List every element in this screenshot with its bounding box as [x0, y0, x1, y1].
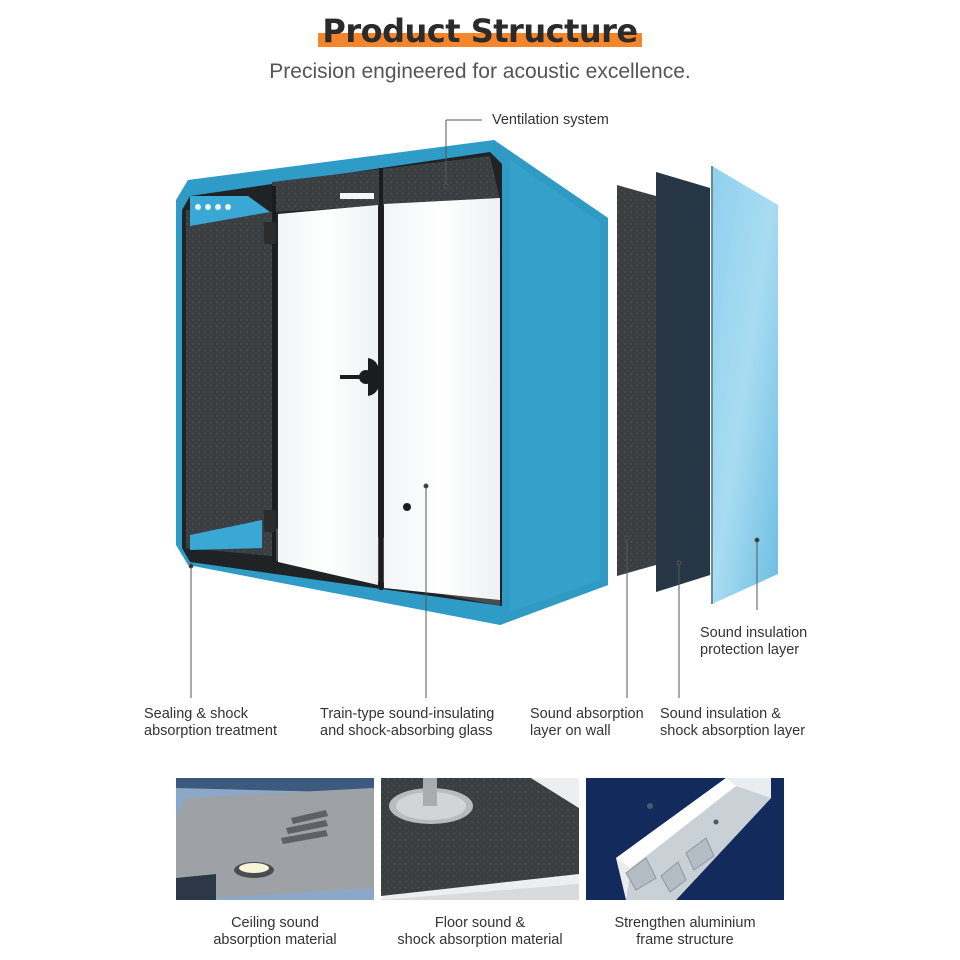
callout-insulation-shock: Sound insulation & shock absorption layer: [660, 706, 806, 739]
aluminium-frame-image: [586, 778, 784, 900]
caption-floor: Floor sound & shock absorption material: [397, 915, 563, 948]
callout-insulation-protection: Sound insulation protection layer: [700, 625, 808, 658]
caption-ceiling: Ceiling sound absorption material: [213, 915, 337, 948]
floor-image: [381, 778, 579, 900]
photo-aluminium-frame: [586, 778, 784, 900]
layer-insulation-panel: [656, 172, 710, 592]
callout-ventilation: Ventilation system: [492, 112, 609, 128]
caption-frame: Strengthen aluminium frame structure: [614, 915, 756, 948]
photo-ceiling-material: [176, 778, 374, 900]
page-subtitle: Precision engineered for acoustic excellence.: [269, 60, 691, 83]
page-title: Product Structure: [318, 12, 641, 50]
layer-absorption-panel: [617, 185, 656, 576]
callout-glass: Train-type sound-insulating and shock-absorbing glass: [320, 706, 495, 739]
layer-protection-panel: [712, 166, 778, 604]
callout-absorption-wall: Sound absorption layer on wall: [530, 706, 644, 739]
callout-sealing: Sealing & shock absorption treatment: [144, 706, 277, 739]
ceiling-image: [176, 778, 374, 900]
pod-interior: [182, 152, 502, 606]
photo-floor-material: [381, 778, 579, 900]
